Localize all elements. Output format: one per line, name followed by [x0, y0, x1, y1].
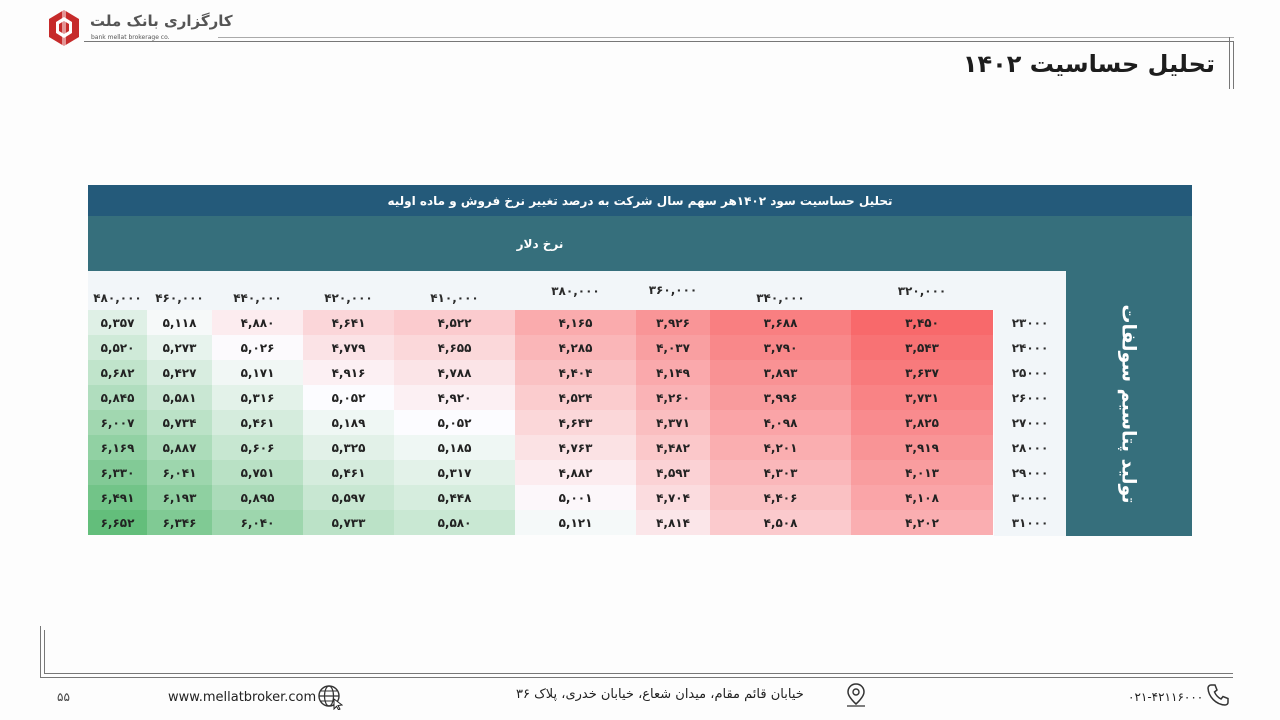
table-cell: ۵,۵۸۰ — [394, 510, 515, 535]
table-cell: ۴,۹۱۶ — [303, 360, 394, 385]
page-number: ۵۵ — [57, 690, 70, 704]
table-cell: ۴,۰۹۸ — [710, 410, 851, 435]
table-cell: ۶,۰۴۱ — [147, 460, 212, 485]
table-cell: ۶,۰۰۷ — [88, 410, 147, 435]
row-header: ۳۱۰۰۰ — [1011, 515, 1049, 530]
table-cell: ۴,۴۰۴ — [515, 360, 636, 385]
row-header: ۲۷۰۰۰ — [1011, 415, 1049, 430]
table-cell: ۵,۲۷۳ — [147, 335, 212, 360]
table-cell: ۵,۷۳۳ — [303, 510, 394, 535]
corner-line — [40, 626, 41, 678]
table-cell: ۵,۰۵۲ — [394, 410, 515, 435]
header-divider-2 — [218, 37, 1234, 38]
table-cell: ۶,۴۹۱ — [88, 485, 147, 510]
table-cell: ۶,۱۶۹ — [88, 435, 147, 460]
table-cell: ۵,۱۱۸ — [147, 310, 212, 335]
table-cell: ۵,۴۲۷ — [147, 360, 212, 385]
table-cell: ۵,۷۵۱ — [212, 460, 303, 485]
table-cell: ۴,۵۰۸ — [710, 510, 851, 535]
phone-icon — [1205, 682, 1231, 708]
column-group-label: نرخ دلار — [516, 236, 564, 251]
table-cell: ۴,۴۸۲ — [636, 435, 710, 460]
table-cell: ۵,۳۱۶ — [212, 385, 303, 410]
table-cell: ۴,۳۷۱ — [636, 410, 710, 435]
table-cell: ۶,۳۴۶ — [147, 510, 212, 535]
table-cell: ۴,۷۸۸ — [394, 360, 515, 385]
table-cell: ۵,۱۷۱ — [212, 360, 303, 385]
table-cell: ۳,۸۹۳ — [710, 360, 851, 385]
page-title: تحلیل حساسیت ۱۴۰۲ — [962, 50, 1215, 78]
table-cell: ۴,۵۲۲ — [394, 310, 515, 335]
table-cell: ۴,۱۰۸ — [851, 485, 993, 510]
table-cell: ۴,۹۲۰ — [394, 385, 515, 410]
table-cell: ۵,۴۶۱ — [303, 460, 394, 485]
table-cell: ۵,۷۳۴ — [147, 410, 212, 435]
table-cell: ۵,۰۰۱ — [515, 485, 636, 510]
website-link[interactable]: www.mellatbroker.com — [168, 690, 317, 705]
row-group-label-wrap — [1066, 271, 1192, 536]
table-cell: ۵,۳۵۷ — [88, 310, 147, 335]
phone-number: ۰۲۱-۴۲۱۱۶۰۰۰ — [1128, 690, 1204, 704]
table-cell: ۴,۱۶۵ — [515, 310, 636, 335]
table-cell: ۴,۸۸۰ — [212, 310, 303, 335]
corner-line — [44, 630, 45, 674]
column-header: ۴۶۰,۰۰۰ — [155, 291, 204, 305]
column-header: ۴۸۰,۰۰۰ — [93, 291, 142, 305]
table-cell: ۵,۶۸۲ — [88, 360, 147, 385]
table-cell: ۴,۶۴۱ — [303, 310, 394, 335]
table-cell: ۵,۴۴۸ — [394, 485, 515, 510]
table-cell: ۳,۵۴۳ — [851, 335, 993, 360]
table-cell: ۶,۱۹۳ — [147, 485, 212, 510]
row-header: ۲۶۰۰۰ — [1011, 390, 1049, 405]
column-header: ۳۲۰,۰۰۰ — [897, 284, 947, 298]
column-header: ۴۴۰,۰۰۰ — [233, 291, 282, 305]
table-cell: ۵,۵۸۱ — [147, 385, 212, 410]
table-cell: ۴,۴۰۶ — [710, 485, 851, 510]
row-header: ۳۰۰۰۰ — [1011, 490, 1049, 505]
table-cell: ۳,۷۳۱ — [851, 385, 993, 410]
table-cell: ۴,۸۸۲ — [515, 460, 636, 485]
column-header: ۳۸۰,۰۰۰ — [551, 284, 600, 298]
table-cell: ۵,۳۲۵ — [303, 435, 394, 460]
logo-text: کارگزاری بانک ملت — [90, 12, 233, 30]
table-cell: ۴,۶۴۳ — [515, 410, 636, 435]
logo-icon — [46, 9, 82, 47]
logo-subtext: bank mellat brokerage co. — [91, 34, 170, 41]
column-header: ۳۶۰,۰۰۰ — [648, 283, 698, 297]
table-title: تحلیل حساسیت سود ۱۴۰۲هر سهم سال شرکت به درصد تغییر نرخ فروش و ماده اولیه — [88, 185, 1192, 216]
table-cell: ۵,۱۸۵ — [394, 435, 515, 460]
table-cell: ۴,۰۱۳ — [851, 460, 993, 485]
table-cell: ۶,۳۳۰ — [88, 460, 147, 485]
table-cell: ۶,۰۴۰ — [212, 510, 303, 535]
table-cell: ۵,۵۲۰ — [88, 335, 147, 360]
column-header: ۴۲۰,۰۰۰ — [324, 291, 373, 305]
table-cell: ۵,۰۵۲ — [303, 385, 394, 410]
table-cell: ۵,۳۱۷ — [394, 460, 515, 485]
table-cell: ۴,۲۰۱ — [710, 435, 851, 460]
table-cell: ۴,۳۰۳ — [710, 460, 851, 485]
table-cell: ۳,۹۲۶ — [636, 310, 710, 335]
table-cell: ۴,۷۷۹ — [303, 335, 394, 360]
row-group-label: تولید پتاسیم سولفات — [1118, 303, 1141, 504]
location-pin-icon — [845, 682, 867, 708]
table-cell: ۴,۲۶۰ — [636, 385, 710, 410]
corner-line — [1229, 37, 1230, 89]
table-cell: ۳,۶۳۷ — [851, 360, 993, 385]
footer-divider — [44, 673, 1233, 674]
table-cell: ۴,۵۹۳ — [636, 460, 710, 485]
row-header: ۲۴۰۰۰ — [1011, 340, 1049, 355]
header-divider — [84, 41, 1234, 42]
table-cell: ۵,۴۶۱ — [212, 410, 303, 435]
row-header: ۲۸۰۰۰ — [1011, 440, 1049, 455]
row-header: ۲۳۰۰۰ — [1011, 315, 1049, 330]
table-cell: ۶,۶۵۲ — [88, 510, 147, 535]
table-cell: ۴,۰۳۷ — [636, 335, 710, 360]
table-cell: ۵,۵۹۷ — [303, 485, 394, 510]
table-cell: ۵,۸۴۵ — [88, 385, 147, 410]
table-cell: ۴,۶۵۵ — [394, 335, 515, 360]
table-cell: ۵,۰۲۶ — [212, 335, 303, 360]
table-cell: ۳,۷۹۰ — [710, 335, 851, 360]
table-cell: ۴,۷۰۴ — [636, 485, 710, 510]
table-cell: ۳,۶۸۸ — [710, 310, 851, 335]
row-header: ۲۵۰۰۰ — [1011, 365, 1049, 380]
row-header: ۲۹۰۰۰ — [1011, 465, 1049, 480]
column-header: ۳۴۰,۰۰۰ — [756, 291, 805, 305]
table-cell: ۴,۲۸۵ — [515, 335, 636, 360]
table-cell: ۳,۹۹۶ — [710, 385, 851, 410]
table-cell: ۵,۱۸۹ — [303, 410, 394, 435]
table-cell: ۳,۹۱۹ — [851, 435, 993, 460]
globe-icon — [317, 684, 343, 710]
table-cell: ۵,۸۸۷ — [147, 435, 212, 460]
footer-divider-2 — [40, 677, 1233, 678]
table-cell: ۴,۸۱۴ — [636, 510, 710, 535]
table-cell: ۴,۱۴۹ — [636, 360, 710, 385]
table-cell: ۴,۵۲۴ — [515, 385, 636, 410]
table-cell: ۳,۸۲۵ — [851, 410, 993, 435]
table-cell: ۳,۴۵۰ — [851, 310, 993, 335]
table-cell: ۴,۷۶۳ — [515, 435, 636, 460]
table-cell: ۵,۸۹۵ — [212, 485, 303, 510]
table-cell: ۴,۲۰۲ — [851, 510, 993, 535]
column-header: ۴۱۰,۰۰۰ — [430, 291, 479, 305]
corner-line — [1233, 41, 1234, 89]
table-cell: ۵,۶۰۶ — [212, 435, 303, 460]
address-text: خیابان قائم مقام، میدان شعاع، خیابان خدری، پلاک ۳۶ — [516, 687, 804, 702]
table-cell: ۵,۱۲۱ — [515, 510, 636, 535]
